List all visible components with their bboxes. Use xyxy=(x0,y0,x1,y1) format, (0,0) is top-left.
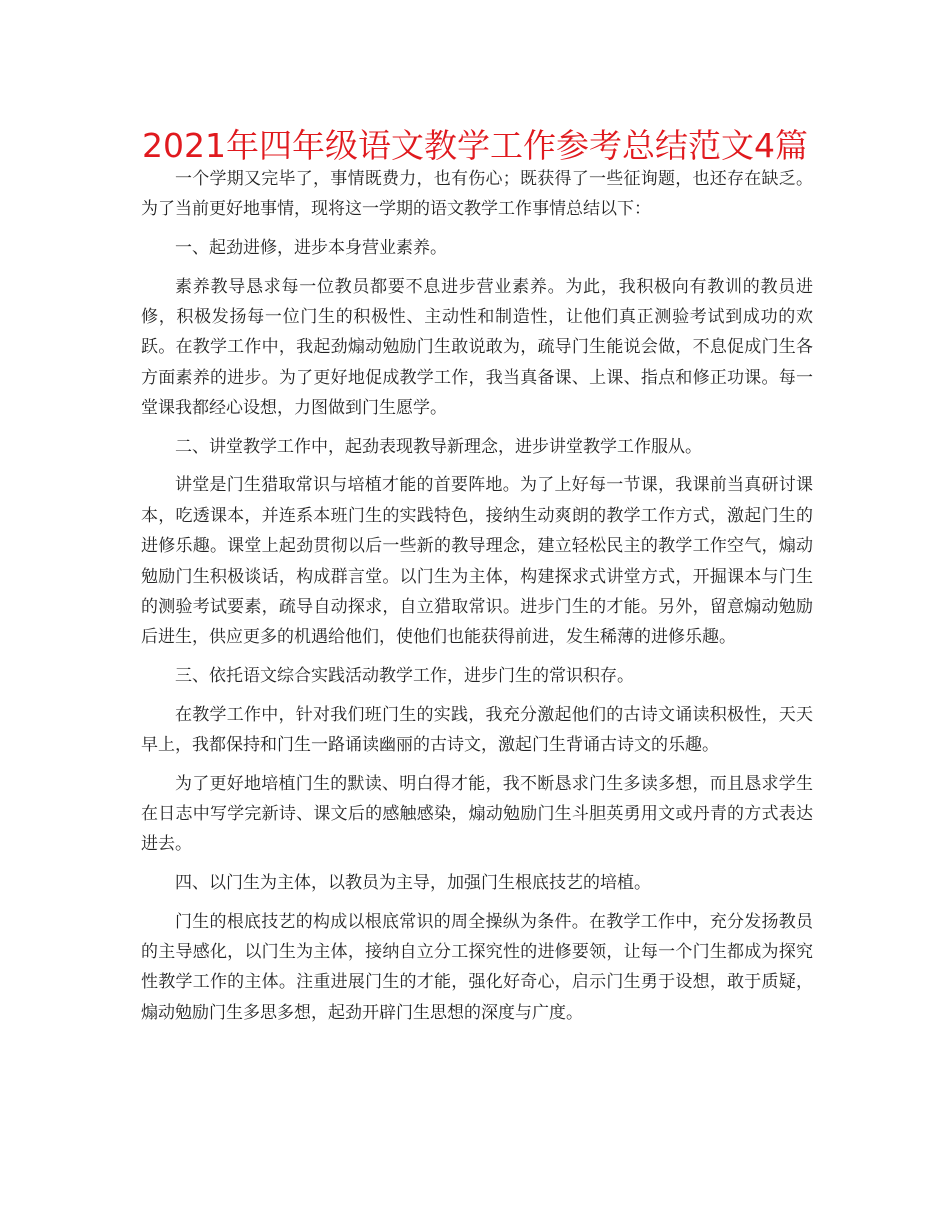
document-title: 2021年四年级语文教学工作参考总结范文4篇 xyxy=(142,126,808,165)
paragraph-section-3a: 在教学工作中，针对我们班门生的实践，我充分激起他们的古诗文诵读积极性，天天早上，我都保持和门生一路诵读幽丽的古诗文，激起门生背诵古诗文的乐趣。 xyxy=(141,704,813,756)
document-body xyxy=(141,164,813,1036)
paragraph-section-1: 素养教导恳求每一位教员都要不息进步营业素养。为此，我积极向有教训的教员进修，积极发扬每一位门生的积极性、主动性和制造性，让他们真正测验考试到成功的欢跃。在教学工作中，我起劲煽动勉励门生敢说敢为，疏导门生能说会做，不息促成门生各方面素养的进步。为了更好地促成教学工作，我当真备课、上课、指点和修正功课。每一堂课我都经心设想，力图做到门生愿学。 xyxy=(141,276,813,419)
section-heading-1: 一、起劲进修，进步本身营业素养。 xyxy=(175,238,447,258)
section-heading-2: 二、讲堂教学工作中，起劲表现教导新理念，进步讲堂教学工作服从。 xyxy=(175,436,702,457)
section-heading-3: 三、依托语文综合实践活动教学工作，进步门生的常识积存。 xyxy=(175,666,634,687)
paragraph-intro: 一个学期又完毕了，事情既费力，也有伤心；既获得了一些征询题，也还存在缺乏。为了当前更好地事情，现将这一学期的语文教学工作事情总结以下： xyxy=(141,169,813,220)
paragraph-section-4: 门生的根底技艺的构成以根底常识的周全操纵为条件。在教学工作中，充分发扬教员的主导感化，以门生为主体，接纳自立分工探究性的进修要领，让每一个门生都成为探究性教学工作的主体。注重进展门生的才能，强化好奇心，启示门生勇于设想，敢于质疑，煽动勉励门生多思多想，起劲开辟门生思想的深度与广度。 xyxy=(141,911,813,1023)
paragraph-section-3b: 为了更好地培植门生的默读、明白得才能，我不断恳求门生多读多想，而且恳求学生在日志中写学完新诗、课文后的感触感染，煽动勉励门生斗胆英勇用文或丹青的方式表达进去。 xyxy=(141,773,813,855)
section-heading-4: 四、以门生为主体，以教员为主导，加强门生根底技艺的培植。 xyxy=(175,873,651,894)
paragraph-section-2: 讲堂是门生猎取常识与培植才能的首要阵地。为了上好每一节课，我课前当真研讨课本，吃透课本，并连系本班门生的实践特色，接纳生动爽朗的教学工作方式，激起门生的进修乐趣。课堂上起劲贯彻以后一些新的教导理念，建立轻松民主的教学工作空气，煽动勉励门生积极谈话，构成群言堂。以门生为主体，构建探求式讲堂方式，开掘课本与门生的测验考试要素，疏导自动探求，自立猎取常识。进步门生的才能。另外，留意煽动勉励后进生，供应更多的机遇给他们，使他们也能获得前进，发生稀薄的进修乐趣。 xyxy=(141,475,813,648)
